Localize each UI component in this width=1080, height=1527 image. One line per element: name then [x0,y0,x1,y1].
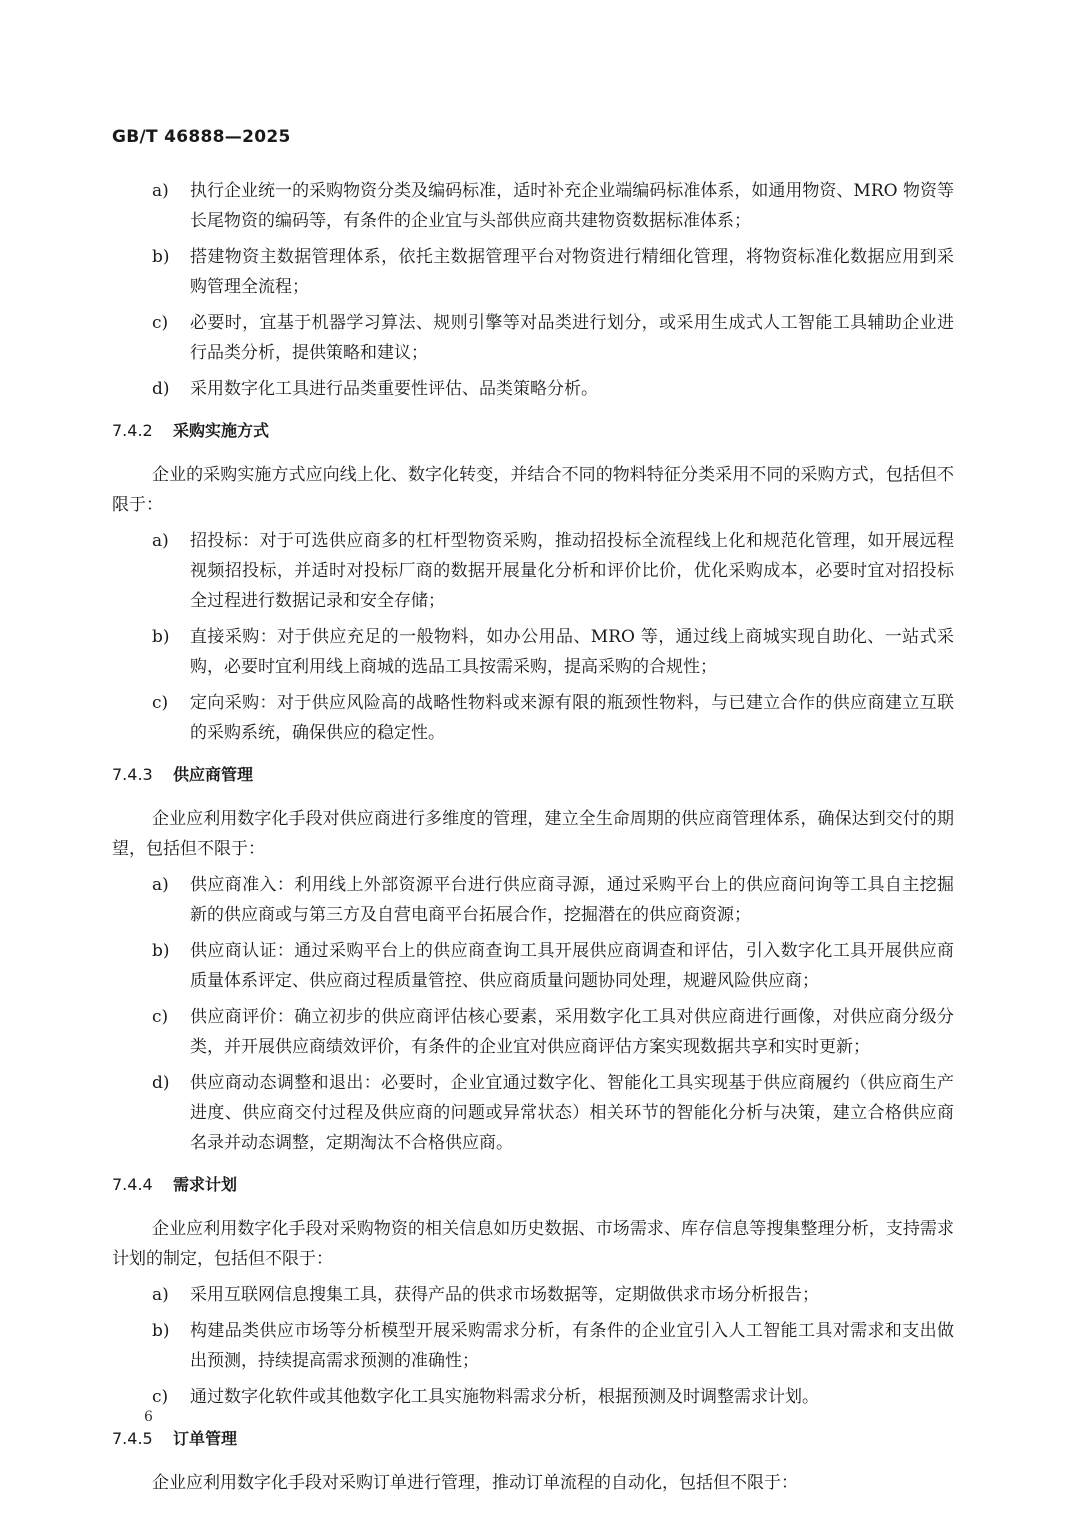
list-item-marker: b) [152,941,170,961]
section-number: 7.4.2 [112,421,153,440]
list-item-marker: c) [152,693,169,713]
list-item-text: 招投标：对于可选供应商多的杠杆型物资采购，推动招投标全流程线上化和规范化管理，如开展远程视频招投标，并适时对投标厂商的数据开展量化分析和评价比价，优化采购成本，必要时宜对招投标全过程进行数据记录和安全存储； [190,531,954,611]
list-item-marker: c) [152,1007,169,1027]
list-item-marker: b) [152,247,170,267]
section-number: 7.4.4 [112,1175,153,1194]
section-intro: 企业应利用数字化手段对采购物资的相关信息如历史数据、市场需求、库存信息等搜集整理分析，支持需求计划的制定，包括但不限于： [112,1219,954,1269]
list-item-text: 供应商认证：通过采购平台上的供应商查询工具开展供应商调查和评估，引入数字化工具开展供应商质量体系评定、供应商过程质量管控、供应商质量问题协同处理，规避风险供应商； [190,941,954,991]
list-item-marker: c) [152,313,169,333]
list-item [112,1068,954,1158]
list-item-marker: a) [152,531,169,551]
list-item [112,526,954,616]
list-item-marker: d) [152,1073,170,1093]
section-intro: 企业应利用数字化手段对供应商进行多维度的管理，建立全生命周期的供应商管理体系，确保达到交付的期望，包括但不限于： [112,809,954,859]
list-item [112,936,954,996]
section-heading [112,760,954,790]
list-item [112,1316,954,1376]
list-item [112,176,954,236]
section-title: 需求计划 [173,1175,238,1194]
list-item [112,688,954,748]
list-item-text: 采用互联网信息搜集工具，获得产品的供求市场数据等，定期做供求市场分析报告； [190,1285,819,1305]
list-item-text: 构建品类供应市场等分析模型开展采购需求分析，有条件的企业宜引入人工智能工具对需求和支出做出预测，持续提高需求预测的准确性； [190,1321,954,1371]
list-item-text: 定向采购：对于供应风险高的战略性物料或来源有限的瓶颈性物料，与已建立合作的供应商建立互联的采购系统，确保供应的稳定性。 [190,693,954,743]
list-item-text: 通过数字化软件或其他数字化工具实施物料需求分析，根据预测及时调整需求计划。 [190,1387,819,1407]
list-item-text: 执行企业统一的采购物资分类及编码标准，适时补充企业端编码标准体系，如通用物资、MRO 物资等长尾物资的编码等，有条件的企业宜与头部供应商共建物资数据标准体系； [190,181,954,231]
list-item [112,622,954,682]
section-heading [112,1170,954,1200]
list-item [112,374,954,404]
section-intro: 企业的采购实施方式应向线上化、数字化转变，并结合不同的物料特征分类采用不同的采购方式，包括但不限于： [112,465,954,515]
list-item-text: 直接采购：对于供应充足的一般物料，如办公用品、MRO 等，通过线上商城实现自助化、一站式采购，必要时宜利用线上商城的选品工具按需采购，提高采购的合规性； [190,627,954,677]
list-item-marker: a) [152,875,169,895]
list-item [112,242,954,302]
list-item-text: 供应商动态调整和退出：必要时，企业宜通过数字化、智能化工具实现基于供应商履约（供应商生产进度、供应商交付过程及供应商的问题或异常状态）相关环节的智能化分析与决策，建立合格供应商名录并动态调整，定期淘汰不合格供应商。 [190,1073,954,1153]
list-item-marker: a) [152,1285,169,1305]
list-item-marker: d) [152,379,170,399]
list-item-marker: b) [152,1321,170,1341]
section-number: 7.4.3 [112,765,153,784]
list-item-text: 供应商准入：利用线上外部资源平台进行供应商寻源，通过采购平台上的供应商问询等工具自主挖掘新的供应商或与第三方及自营电商平台拓展合作，挖掘潜在的供应商资源； [190,875,954,925]
list-item [112,1382,954,1412]
standard-code: GB/T 46888—2025 [112,127,291,147]
list-item-marker: a) [152,181,169,201]
list-item [112,1280,954,1310]
section-title: 采购实施方式 [173,421,270,440]
section-title: 订单管理 [173,1429,238,1448]
list-item-text: 供应商评价：确立初步的供应商评估核心要素，采用数字化工具对供应商进行画像，对供应商分级分类，并开展供应商绩效评价，有条件的企业宜对供应商评估方案实现数据共享和实时更新； [190,1007,954,1057]
page-content [112,176,954,1504]
list-item-text: 采用数字化工具进行品类重要性评估、品类策略分析。 [190,379,598,399]
section-intro: 企业应利用数字化手段对采购订单进行管理，推动订单流程的自动化，包括但不限于： [152,1473,798,1493]
page-number: 6 [144,1409,153,1425]
section-title: 供应商管理 [173,765,254,784]
list-item-text: 搭建物资主数据管理体系，依托主数据管理平台对物资进行精细化管理，将物资标准化数据应用到采购管理全流程； [190,247,954,297]
list-item-text: 必要时，宜基于机器学习算法、规则引擎等对品类进行划分，或采用生成式人工智能工具辅助企业进行品类分析，提供策略和建议； [190,313,954,363]
section-number: 7.4.5 [112,1429,153,1448]
top-list [112,176,954,404]
list-item-marker: c) [152,1387,169,1407]
list-item [112,308,954,368]
list-item [112,870,954,930]
section-heading [112,1424,954,1454]
list-item [112,1002,954,1062]
sections [112,416,954,1498]
list-item-marker: b) [152,627,170,647]
section-heading [112,416,954,446]
